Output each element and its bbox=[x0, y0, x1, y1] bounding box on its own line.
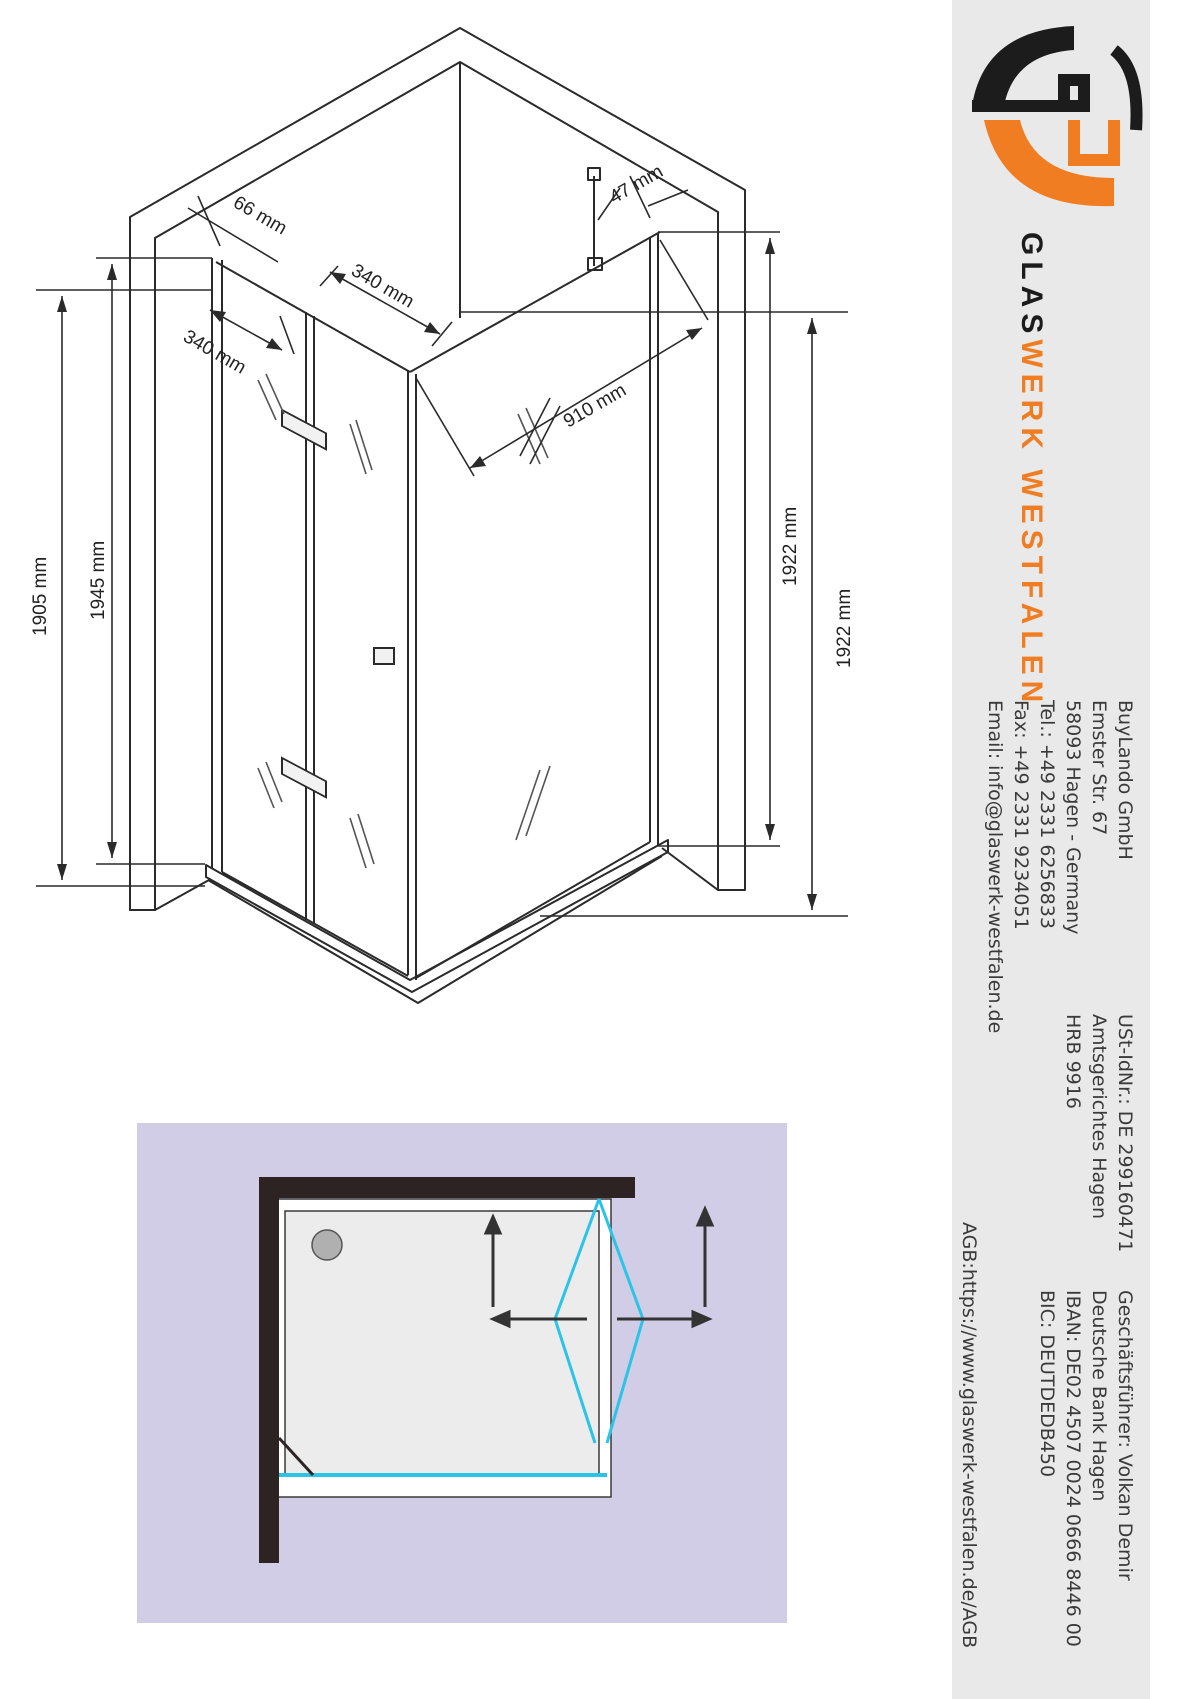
gw-logo-icon bbox=[964, 10, 1144, 210]
company-name: BuyLando GmbH bbox=[1114, 700, 1136, 860]
bank-name: Deutsche Bank Hagen bbox=[1088, 1290, 1110, 1502]
hrb: HRB 9916 bbox=[1062, 1014, 1084, 1109]
court: Amtsgerichtes Hagen bbox=[1088, 1014, 1110, 1219]
dim-66: 66 mm bbox=[229, 192, 291, 240]
dim-340-top: 340 mm bbox=[347, 260, 418, 313]
door-handle bbox=[374, 648, 394, 664]
bank-block bbox=[1034, 1290, 1138, 1647]
upper-hinge bbox=[282, 410, 326, 449]
dim-47: 47 mm bbox=[606, 161, 667, 209]
isometric-shower-drawing bbox=[0, 0, 900, 1010]
bic: BIC: DEUTDEDB450 bbox=[1036, 1290, 1058, 1478]
fax: Fax: +49 2331 9234051 bbox=[1010, 700, 1032, 930]
address-block bbox=[982, 700, 1138, 1033]
drain-icon bbox=[312, 1230, 342, 1260]
agb-link[interactable]: AGB:https://www.glaswerk-westfalen.de/AGB bbox=[958, 1222, 980, 1649]
dim-340-left: 340 mm bbox=[179, 326, 250, 379]
company-sidebar bbox=[952, 0, 1150, 1699]
dim-1922-b: 1922 mm bbox=[834, 588, 855, 668]
top-rail-side bbox=[410, 232, 660, 372]
panel-bottom-side bbox=[416, 842, 650, 978]
wall-bottom-right bbox=[662, 848, 718, 890]
dim-910: 910 mm bbox=[560, 379, 630, 433]
email-link[interactable]: Email: info@glaswerk-westfalen.de bbox=[984, 700, 1006, 1034]
floor-line bbox=[208, 856, 662, 1003]
dim-1945: 1945 mm bbox=[88, 540, 109, 620]
ceo: Geschäftsführer: Volkan Demir bbox=[1114, 1290, 1136, 1581]
iban: IBAN: DE02 4507 0024 0666 8446 00 bbox=[1062, 1290, 1084, 1647]
dim-1905: 1905 mm bbox=[30, 556, 51, 636]
lower-hinge bbox=[282, 758, 326, 797]
street: Emster Str. 67 bbox=[1088, 700, 1110, 836]
city: 58093 Hagen - Germany bbox=[1062, 700, 1084, 935]
wall-bottom-left bbox=[155, 880, 209, 910]
agb-block bbox=[956, 1222, 982, 1648]
floor-plan-diagram bbox=[137, 1123, 787, 1623]
registry-block bbox=[1060, 1014, 1138, 1252]
brand-name-part2: WERK WESTFALEN bbox=[1015, 339, 1048, 709]
brand-name-part1: GLAS bbox=[1015, 232, 1048, 340]
dim-1922-a: 1922 mm bbox=[780, 506, 801, 586]
vat-id: USt-IdNr.: DE 299160471 bbox=[1114, 1014, 1136, 1253]
telephone: Tel.: +49 2331 6256833 bbox=[1036, 700, 1058, 929]
